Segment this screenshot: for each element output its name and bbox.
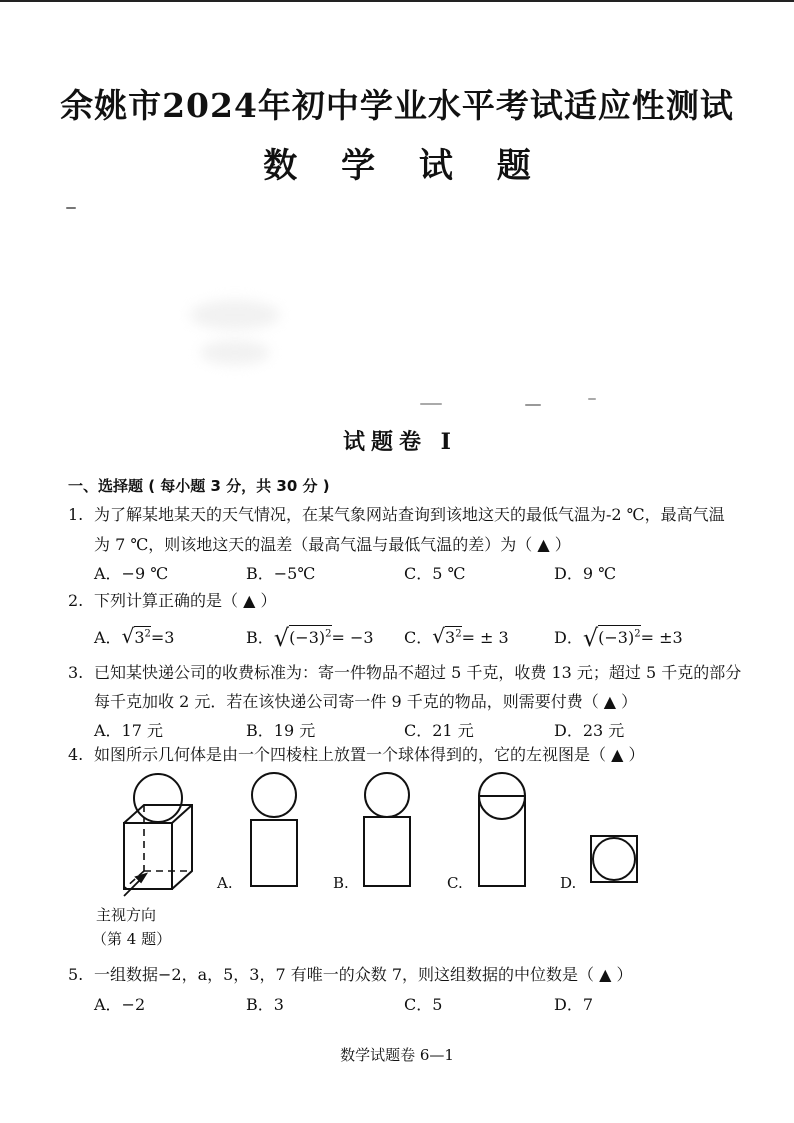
figure-caption: 主视方向 bbox=[96, 906, 157, 924]
option-b-label: B. bbox=[333, 874, 349, 892]
top-border bbox=[0, 0, 794, 2]
hidden-edges bbox=[124, 805, 192, 889]
option-label: A． bbox=[94, 628, 122, 647]
question-1-line-2: 为 7 ℃，则该地这天的温差（最高气温与最低气温的差）为（ ▲ ） bbox=[94, 535, 571, 554]
circle bbox=[365, 773, 409, 817]
option-label: B． bbox=[246, 628, 274, 647]
option-c: C．5 ℃ bbox=[404, 564, 466, 583]
option-c-figure bbox=[474, 772, 530, 890]
option-d: D．23 元 bbox=[554, 721, 625, 740]
option-rhs: = ± 3 bbox=[461, 628, 509, 647]
question-text: 一组数据−2，a，5，3，7 有唯一的众数 7，则这组数据的中位数是（ ▲ ） bbox=[94, 965, 633, 984]
question-text: 已知某快递公司的收费标准为：寄一件物品不超过 5 千克，收费 13 元；超过 5 千克的部分 bbox=[94, 663, 742, 682]
option-c-label: C. bbox=[447, 874, 463, 892]
radicand: $(-3)^2$ bbox=[598, 625, 640, 647]
solid-figure bbox=[110, 768, 206, 902]
radical-sign: √ bbox=[121, 624, 135, 648]
circle bbox=[252, 773, 296, 817]
radicand: $(-3)^2$ bbox=[289, 625, 331, 647]
question-text: 如图所示几何体是由一个四棱柱上放置一个球体得到的，它的左视图是（ ▲ ） bbox=[94, 745, 645, 764]
question-3-line-1 bbox=[68, 660, 741, 683]
option-b: B．−5℃ bbox=[246, 564, 316, 583]
exam-title: 余姚市2024年初中学业水平考试适应性测试 bbox=[60, 86, 734, 125]
option-a-label: A. bbox=[217, 874, 233, 892]
option-d-label: D. bbox=[560, 874, 577, 892]
option-a-figure bbox=[246, 772, 302, 890]
option-label: D． bbox=[554, 628, 583, 647]
option-b: B．19 元 bbox=[246, 721, 316, 740]
question-text: 下列计算正确的是（ ▲ ） bbox=[94, 591, 277, 610]
prism bbox=[124, 805, 192, 889]
option-rhs: = −3 bbox=[331, 628, 374, 647]
scan-smudge bbox=[190, 300, 280, 330]
option-a: A．17 元 bbox=[94, 721, 164, 740]
radical-sign: √ bbox=[273, 624, 290, 652]
question-4-line-1 bbox=[68, 742, 644, 765]
question-number: 1. bbox=[68, 505, 84, 524]
option-rhs: = ±3 bbox=[640, 628, 683, 647]
sphere bbox=[134, 774, 182, 822]
question-number: 5. bbox=[68, 965, 84, 984]
scan-speck bbox=[525, 404, 541, 406]
question-number: 2. bbox=[68, 591, 84, 610]
question-3-line-2: 每千克加收 2 元．若在该快递公司寄一件 9 千克的物品，则需要付费（ ▲ ） bbox=[94, 692, 638, 711]
scan-speck bbox=[66, 207, 76, 209]
question-5-line-1 bbox=[68, 962, 633, 985]
option-c: C．21 元 bbox=[404, 721, 474, 740]
option-b bbox=[246, 624, 374, 652]
option-rhs: =3 bbox=[150, 628, 175, 647]
figure-label: （第 4 题） bbox=[92, 930, 172, 948]
question-text: 为了解某地某天的天气情况，在某气象网站查询到该地这天的最低气温为-2 ℃，最高气温 bbox=[94, 505, 725, 524]
radical-sign: √ bbox=[582, 624, 599, 652]
option-c: C．5 bbox=[404, 995, 443, 1014]
option-d: D．9 ℃ bbox=[554, 564, 616, 583]
exam-subtitle: 数 学 试 题 bbox=[263, 146, 547, 186]
question-number: 3. bbox=[68, 663, 84, 682]
question-number: 4. bbox=[68, 745, 84, 764]
question-2-line-1 bbox=[68, 588, 276, 611]
option-b-figure bbox=[359, 772, 415, 890]
circle bbox=[593, 838, 635, 880]
square bbox=[591, 836, 637, 882]
option-label: C． bbox=[404, 628, 433, 647]
scan-speck bbox=[420, 403, 442, 405]
rectangle bbox=[479, 796, 525, 886]
question-1-line-1 bbox=[68, 502, 725, 525]
option-d bbox=[554, 624, 683, 652]
scan-smudge bbox=[200, 340, 270, 365]
radicand: $3^2$ bbox=[134, 628, 151, 647]
rectangle bbox=[364, 817, 410, 886]
option-d-figure bbox=[587, 832, 641, 886]
radicand: $3^2$ bbox=[445, 628, 462, 647]
view-direction-arrow bbox=[124, 874, 146, 896]
option-d: D．7 bbox=[554, 995, 594, 1014]
option-c bbox=[404, 624, 509, 648]
option-a: A．−9 ℃ bbox=[94, 564, 169, 583]
option-a bbox=[94, 624, 174, 648]
page-footer: 数学试题卷 6—1 bbox=[340, 1046, 454, 1064]
scan-speck bbox=[588, 398, 596, 400]
radical-sign: √ bbox=[432, 624, 445, 648]
option-b: B．3 bbox=[246, 995, 284, 1014]
part-heading: 一、选择题 ( 每小题 3 分，共 30 分 ) bbox=[68, 477, 330, 495]
option-a: A．−2 bbox=[94, 995, 146, 1014]
section-title: 试题卷 I bbox=[343, 429, 457, 455]
rectangle bbox=[251, 820, 297, 886]
